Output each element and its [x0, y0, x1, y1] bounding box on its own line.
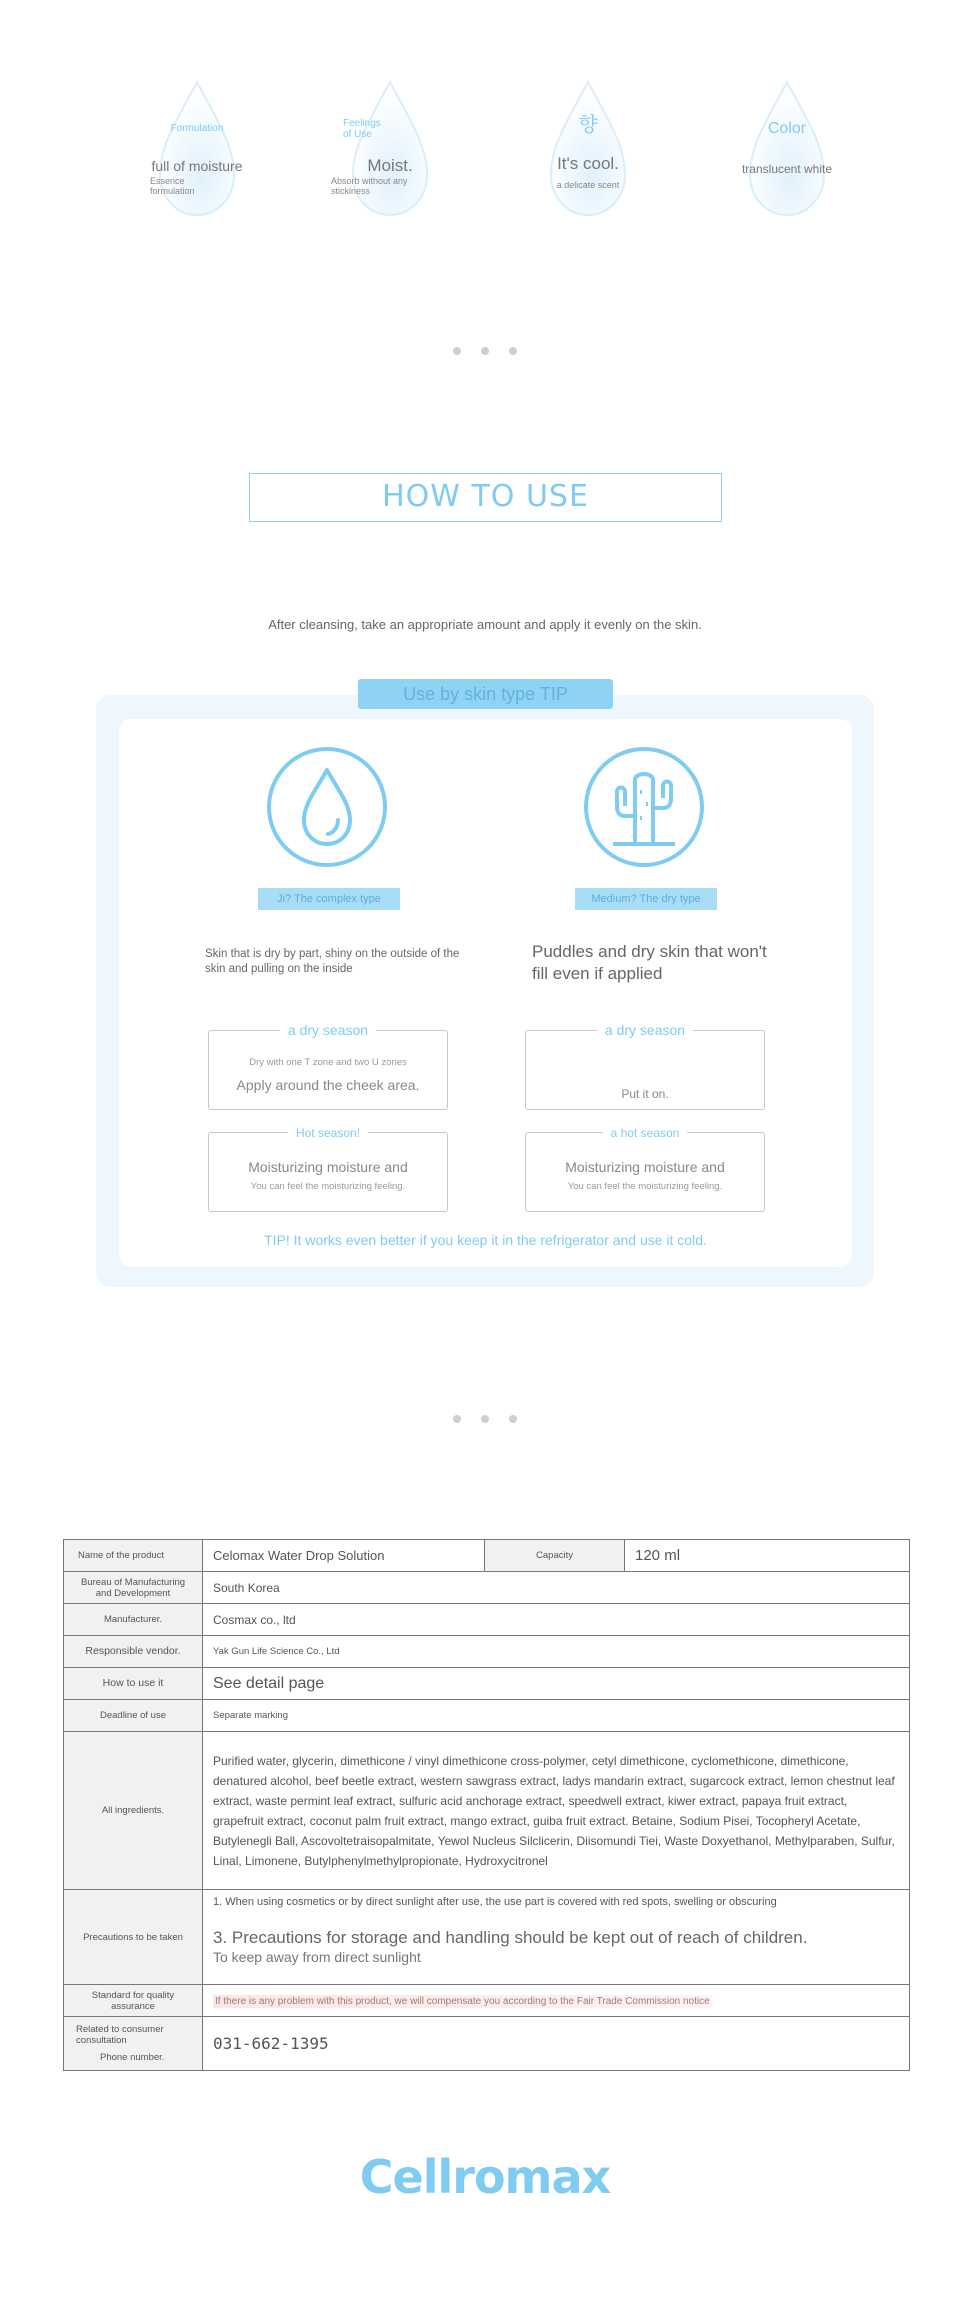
complex-type-description: Skin that is dry by part, shiny on the outside of the skin and pulling on the inside: [205, 948, 460, 975]
water-drop-icon: [523, 70, 653, 230]
drop-color: [722, 70, 852, 230]
precaution-3: 3. Precautions for storage and handling should be kept out of reach of children.: [213, 1928, 808, 1947]
table-row: [64, 1668, 910, 1700]
table-row: [64, 1985, 910, 2017]
complex-type-tag: Ji? The complex type: [258, 888, 400, 910]
dry-type-description: Puddles and dry skin that won't fill even if applied: [532, 942, 767, 983]
drop-category: Formulation: [170, 123, 224, 134]
section-divider-dots: [0, 1410, 970, 1420]
manufacturing-label: Bureau of Manufacturing and Development: [64, 1572, 203, 1604]
capacity-value: 120 ml: [625, 1540, 910, 1572]
precautions-value: [203, 1890, 910, 1985]
season-line2: You can feel the moisturizing feeling.: [567, 1181, 723, 1192]
drop-feelings: [325, 70, 455, 230]
phone-value: 031-662-1395: [203, 2017, 910, 2071]
phone-label: Phone number.: [100, 2052, 165, 2063]
season-title: a dry season: [280, 1022, 376, 1038]
section-divider-dots: [0, 342, 970, 352]
consultation-label: [64, 2017, 203, 2071]
dry-dry-season-box: [525, 1022, 765, 1110]
table-row: [64, 1572, 910, 1604]
product-name-value: Celomax Water Drop Solution: [203, 1540, 485, 1572]
water-drop-icon: [722, 70, 852, 230]
season-line1: Moisturizing moisture and: [565, 1159, 725, 1175]
table-row: [64, 1636, 910, 1668]
dry-hot-season-box: [525, 1126, 765, 1212]
table-row: [64, 2017, 910, 2071]
water-drop-icon: [325, 70, 455, 230]
drop-scent: [523, 70, 653, 230]
season-title: a dry season: [597, 1022, 693, 1038]
product-name-label: Name of the product: [64, 1540, 203, 1572]
vendor-value: Yak Gun Life Science Co., Ltd: [203, 1636, 910, 1668]
drop-sub: Absorb without any stickiness: [331, 176, 408, 196]
how-to-use-label: How to use it: [64, 1668, 203, 1700]
deadline-value: Separate marking: [203, 1700, 910, 1732]
feature-drops: [0, 70, 970, 230]
how-to-use-heading: HOW TO USE: [249, 473, 722, 522]
season-title: Hot season!: [288, 1126, 368, 1140]
precautions-label: Precautions to be taken: [64, 1890, 203, 1985]
drop-main: translucent white: [741, 162, 833, 176]
complex-dry-season-box: [208, 1022, 448, 1110]
table-row: [64, 1732, 910, 1890]
drop-category: Color: [767, 120, 807, 137]
quality-value: [203, 1985, 910, 2017]
water-drop-icon: [132, 70, 262, 230]
manufacturer-label: Manufacturer.: [64, 1604, 203, 1636]
season-line2: Put it on.: [621, 1087, 669, 1101]
skin-type-tip-tab: Use by skin type TIP: [358, 679, 613, 709]
drop-formulation: [132, 70, 262, 230]
precaution-1: 1. When using cosmetics or by direct sunlight after use, the use part is covered with red spots, swelling or obscuring: [213, 1896, 777, 1908]
drop-category: Feelings of Use: [343, 118, 381, 140]
drop-main: It's cool.: [557, 154, 619, 173]
dry-type-tag: Medium? The dry type: [575, 888, 717, 910]
vendor-label: Responsible vendor.: [64, 1636, 203, 1668]
complex-hot-season-box: [208, 1126, 448, 1212]
how-to-use-description: After cleansing, take an appropriate amount and apply it evenly on the skin.: [268, 617, 702, 632]
cactus-circle-icon: [583, 746, 705, 868]
manufacturing-value: South Korea: [203, 1572, 910, 1604]
capacity-label: Capacity: [485, 1540, 625, 1572]
manufacturer-value: Cosmax co., ltd: [203, 1604, 910, 1636]
product-info-table: [63, 1539, 910, 2071]
drop-sub: Essence formulation: [150, 176, 195, 196]
drop-main: Moist.: [367, 156, 413, 175]
season-line2: You can feel the moisturizing feeling.: [250, 1181, 406, 1192]
how-to-use-value: See detail page: [203, 1668, 910, 1700]
season-line1: Moisturizing moisture and: [248, 1159, 408, 1175]
season-line2: Apply around the cheek area.: [236, 1077, 420, 1093]
table-row: [64, 1540, 910, 1572]
drop-category: 향: [578, 114, 598, 136]
deadline-label: Deadline of use: [64, 1700, 203, 1732]
season-line1: Dry with one T zone and two U zones: [249, 1057, 407, 1068]
water-drop-circle-icon: [266, 746, 388, 868]
season-title: a hot season: [603, 1126, 688, 1140]
ingredients-value: Purified water, glycerin, dimethicone / vinyl dimethicone cross-polymer, cetyl dimethicone, cyclomethicone, dimethicone, denatured alcohol, beef beetle extract, western sawgrass extract, ladys mandarin extract, sugarcock extract, lemon chestnut leaf extract, waste permint leaf extract, sulfuric acid anchorage extract, speedwell extract, kiwer extract, papaya fruit extract, grapefruit extract, coconut palm fruit extract, mango extract, guiba fruit extract. Betaine, Sodium Pisei, Tocopheryl Acetate, Butylenegli Ball, Ascovoltetraisopalmitate, Yewol Nucleus Silclicerin, Diisomundi Tiei, Waste Doxyethanol, Methylparaben, Sulfur, Linal, Limonene, Butylphenylmethylpropionate, Hydroxycitronel: [203, 1732, 910, 1890]
drop-sub: a delicate scent: [556, 180, 620, 190]
table-row: [64, 1890, 910, 1985]
brand-logo: Cellromax: [359, 2150, 611, 2204]
table-row: [64, 1604, 910, 1636]
precaution-4: To keep away from direct sunlight: [213, 1949, 421, 1965]
drop-main: full of moisture: [151, 158, 243, 174]
refrigerator-tip: TIP! It works even better if you keep it in the refrigerator and use it cold.: [264, 1232, 707, 1248]
consultation-label-text: Related to consumer consultation: [76, 2024, 164, 2046]
ingredients-label: All ingredients.: [64, 1732, 203, 1890]
quality-text: If there is any problem with this product, we will compensate you according to the Fair Trade Commission notice: [215, 1996, 710, 2007]
table-row: [64, 1700, 910, 1732]
quality-label: Standard for quality assurance: [64, 1985, 203, 2017]
